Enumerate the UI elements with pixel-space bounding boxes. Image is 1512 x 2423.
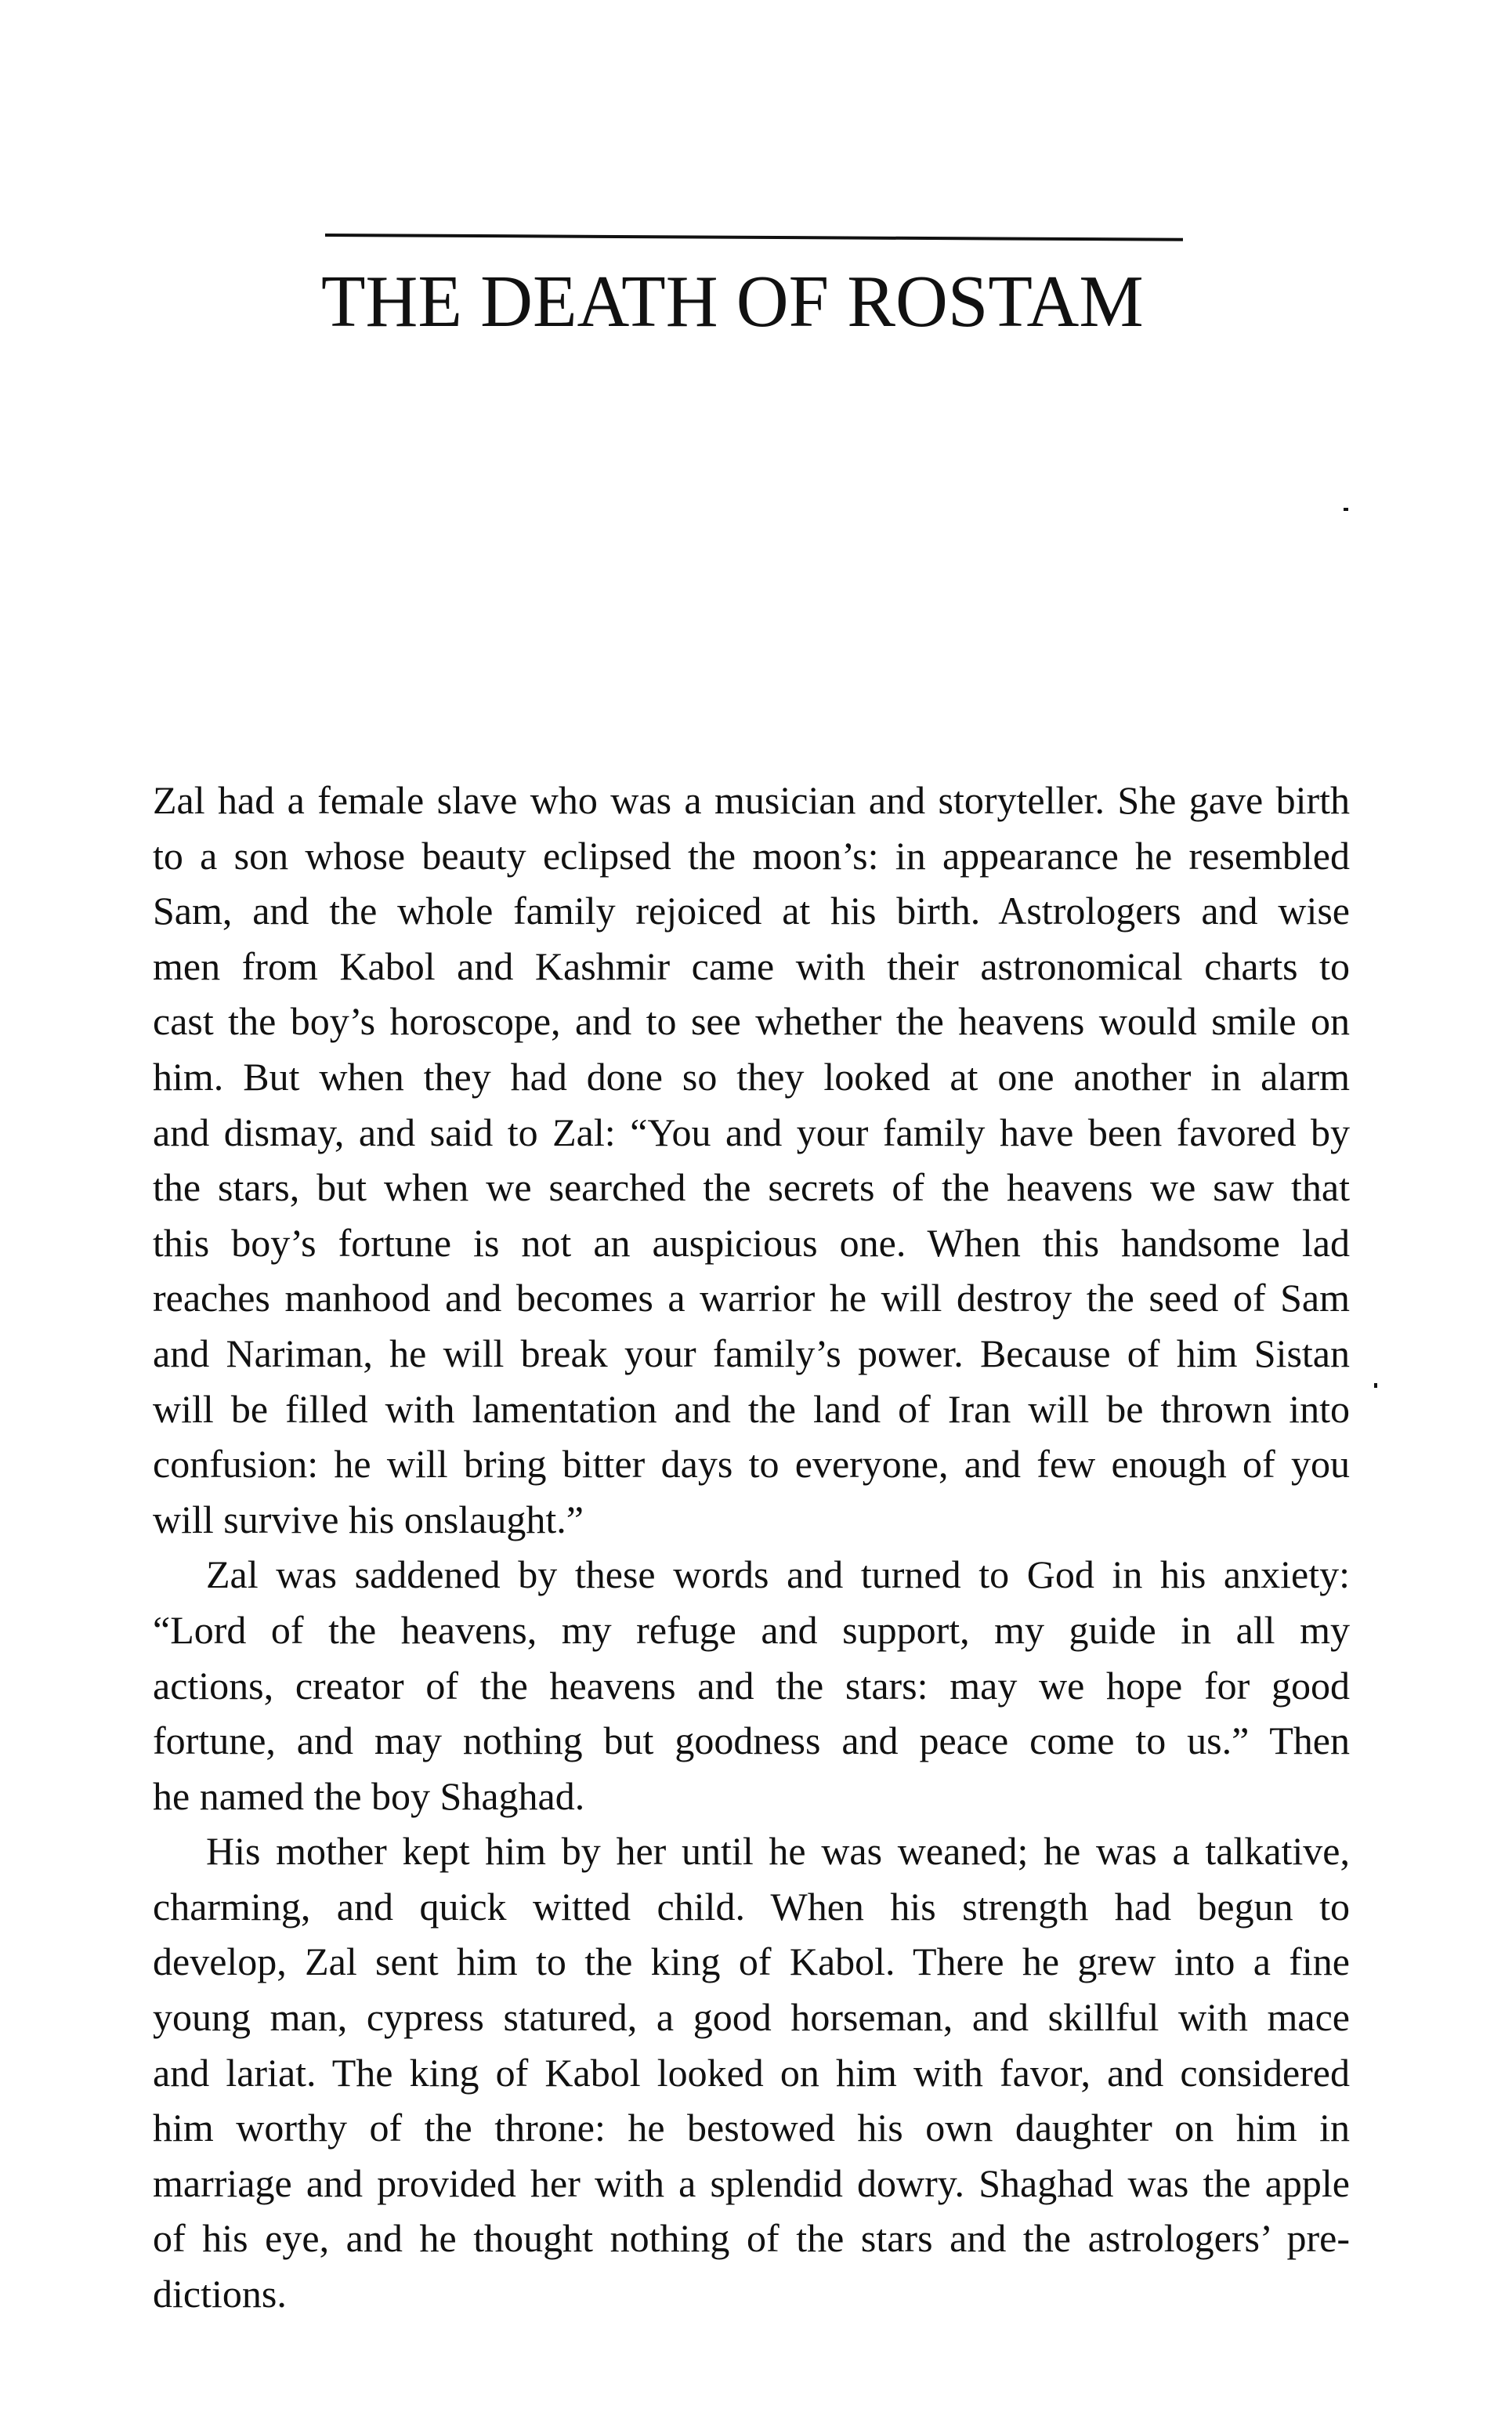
scan-speck (1344, 508, 1348, 511)
body-text (153, 773, 1350, 2322)
text-line: Sam, and the whole family rejoiced at his birth. Astrologers and wise (153, 889, 1350, 933)
text-line: “Lord of the heavens, my refuge and support, my guide in all my (153, 1607, 1350, 1652)
text-line: young man, cypress statured, a good horseman, and skillful with mace (153, 1995, 1350, 2040)
text-line: the stars, but when we searched the secrets of the heavens we saw that (153, 1165, 1350, 1210)
text-line: and dismay, and said to Zal: “You and your family have been favored by (153, 1110, 1350, 1154)
text-line: cast the boy’s horoscope, and to see whether the heavens would smile on (153, 999, 1350, 1044)
paragraph-3 (153, 1824, 1350, 2321)
text-line: will survive his onslaught.” (153, 1497, 584, 1541)
text-line: confusion: he will bring bitter days to everyone, and few enough of you (153, 1442, 1350, 1487)
paragraph-1 (153, 773, 1350, 1547)
text-line: of his eye, and he thought nothing of the stars and the astrologers’ pre- (153, 2216, 1350, 2261)
text-line: reaches manhood and becomes a warrior he will destroy the seed of Sam (153, 1276, 1350, 1320)
text-line: this boy’s fortune is not an auspicious one. When this handsome lad (153, 1220, 1350, 1265)
text-line: His mother kept him by her until he was weaned; he was a talkative, (206, 1829, 1350, 1874)
text-line: and Nariman, he will break your family’s power. Because of him Sistan (153, 1331, 1350, 1375)
scan-speck (1374, 1383, 1377, 1388)
text-line: actions, creator of the heavens and the stars: may we hope for good (153, 1663, 1350, 1708)
chapter-title: THE DEATH OF ROSTAM (321, 261, 1144, 342)
text-line: marriage and provided her with a splendid dowry. Shaghad was the apple (153, 2160, 1350, 2205)
text-line: he named the boy Shaghad. (153, 1773, 585, 1818)
text-line: him worthy of the throne: he bestowed his own daughter on him in (153, 2106, 1350, 2150)
text-line: him. But when they had done so they looked at one another in alarm (153, 1054, 1350, 1099)
title-rule-divider (325, 234, 1183, 241)
text-line: develop, Zal sent him to the king of Kabol. There he grew into a fine (153, 1939, 1350, 1984)
text-line: and lariat. The king of Kabol looked on him with favor, and considered (153, 2050, 1350, 2095)
text-line: fortune, and may nothing but goodness and peace come to us.” Then (153, 1719, 1350, 1763)
text-line: Zal had a female slave who was a musician and storyteller. She gave birth (153, 778, 1350, 822)
paragraph-2 (153, 1547, 1350, 1824)
text-line: will be filled with lamentation and the land of Iran will be thrown into (153, 1386, 1350, 1431)
text-line: charming, and quick witted child. When his strength had begun to (153, 1884, 1350, 1929)
text-line: Zal was saddened by these words and turned to God in his anxiety: (206, 1552, 1350, 1597)
text-line: men from Kabol and Kashmir came with their astronomical charts to (153, 943, 1350, 988)
text-line: dictions. (153, 2272, 287, 2316)
text-line: to a son whose beauty eclipsed the moon’s: in appearance he resembled (153, 833, 1350, 878)
